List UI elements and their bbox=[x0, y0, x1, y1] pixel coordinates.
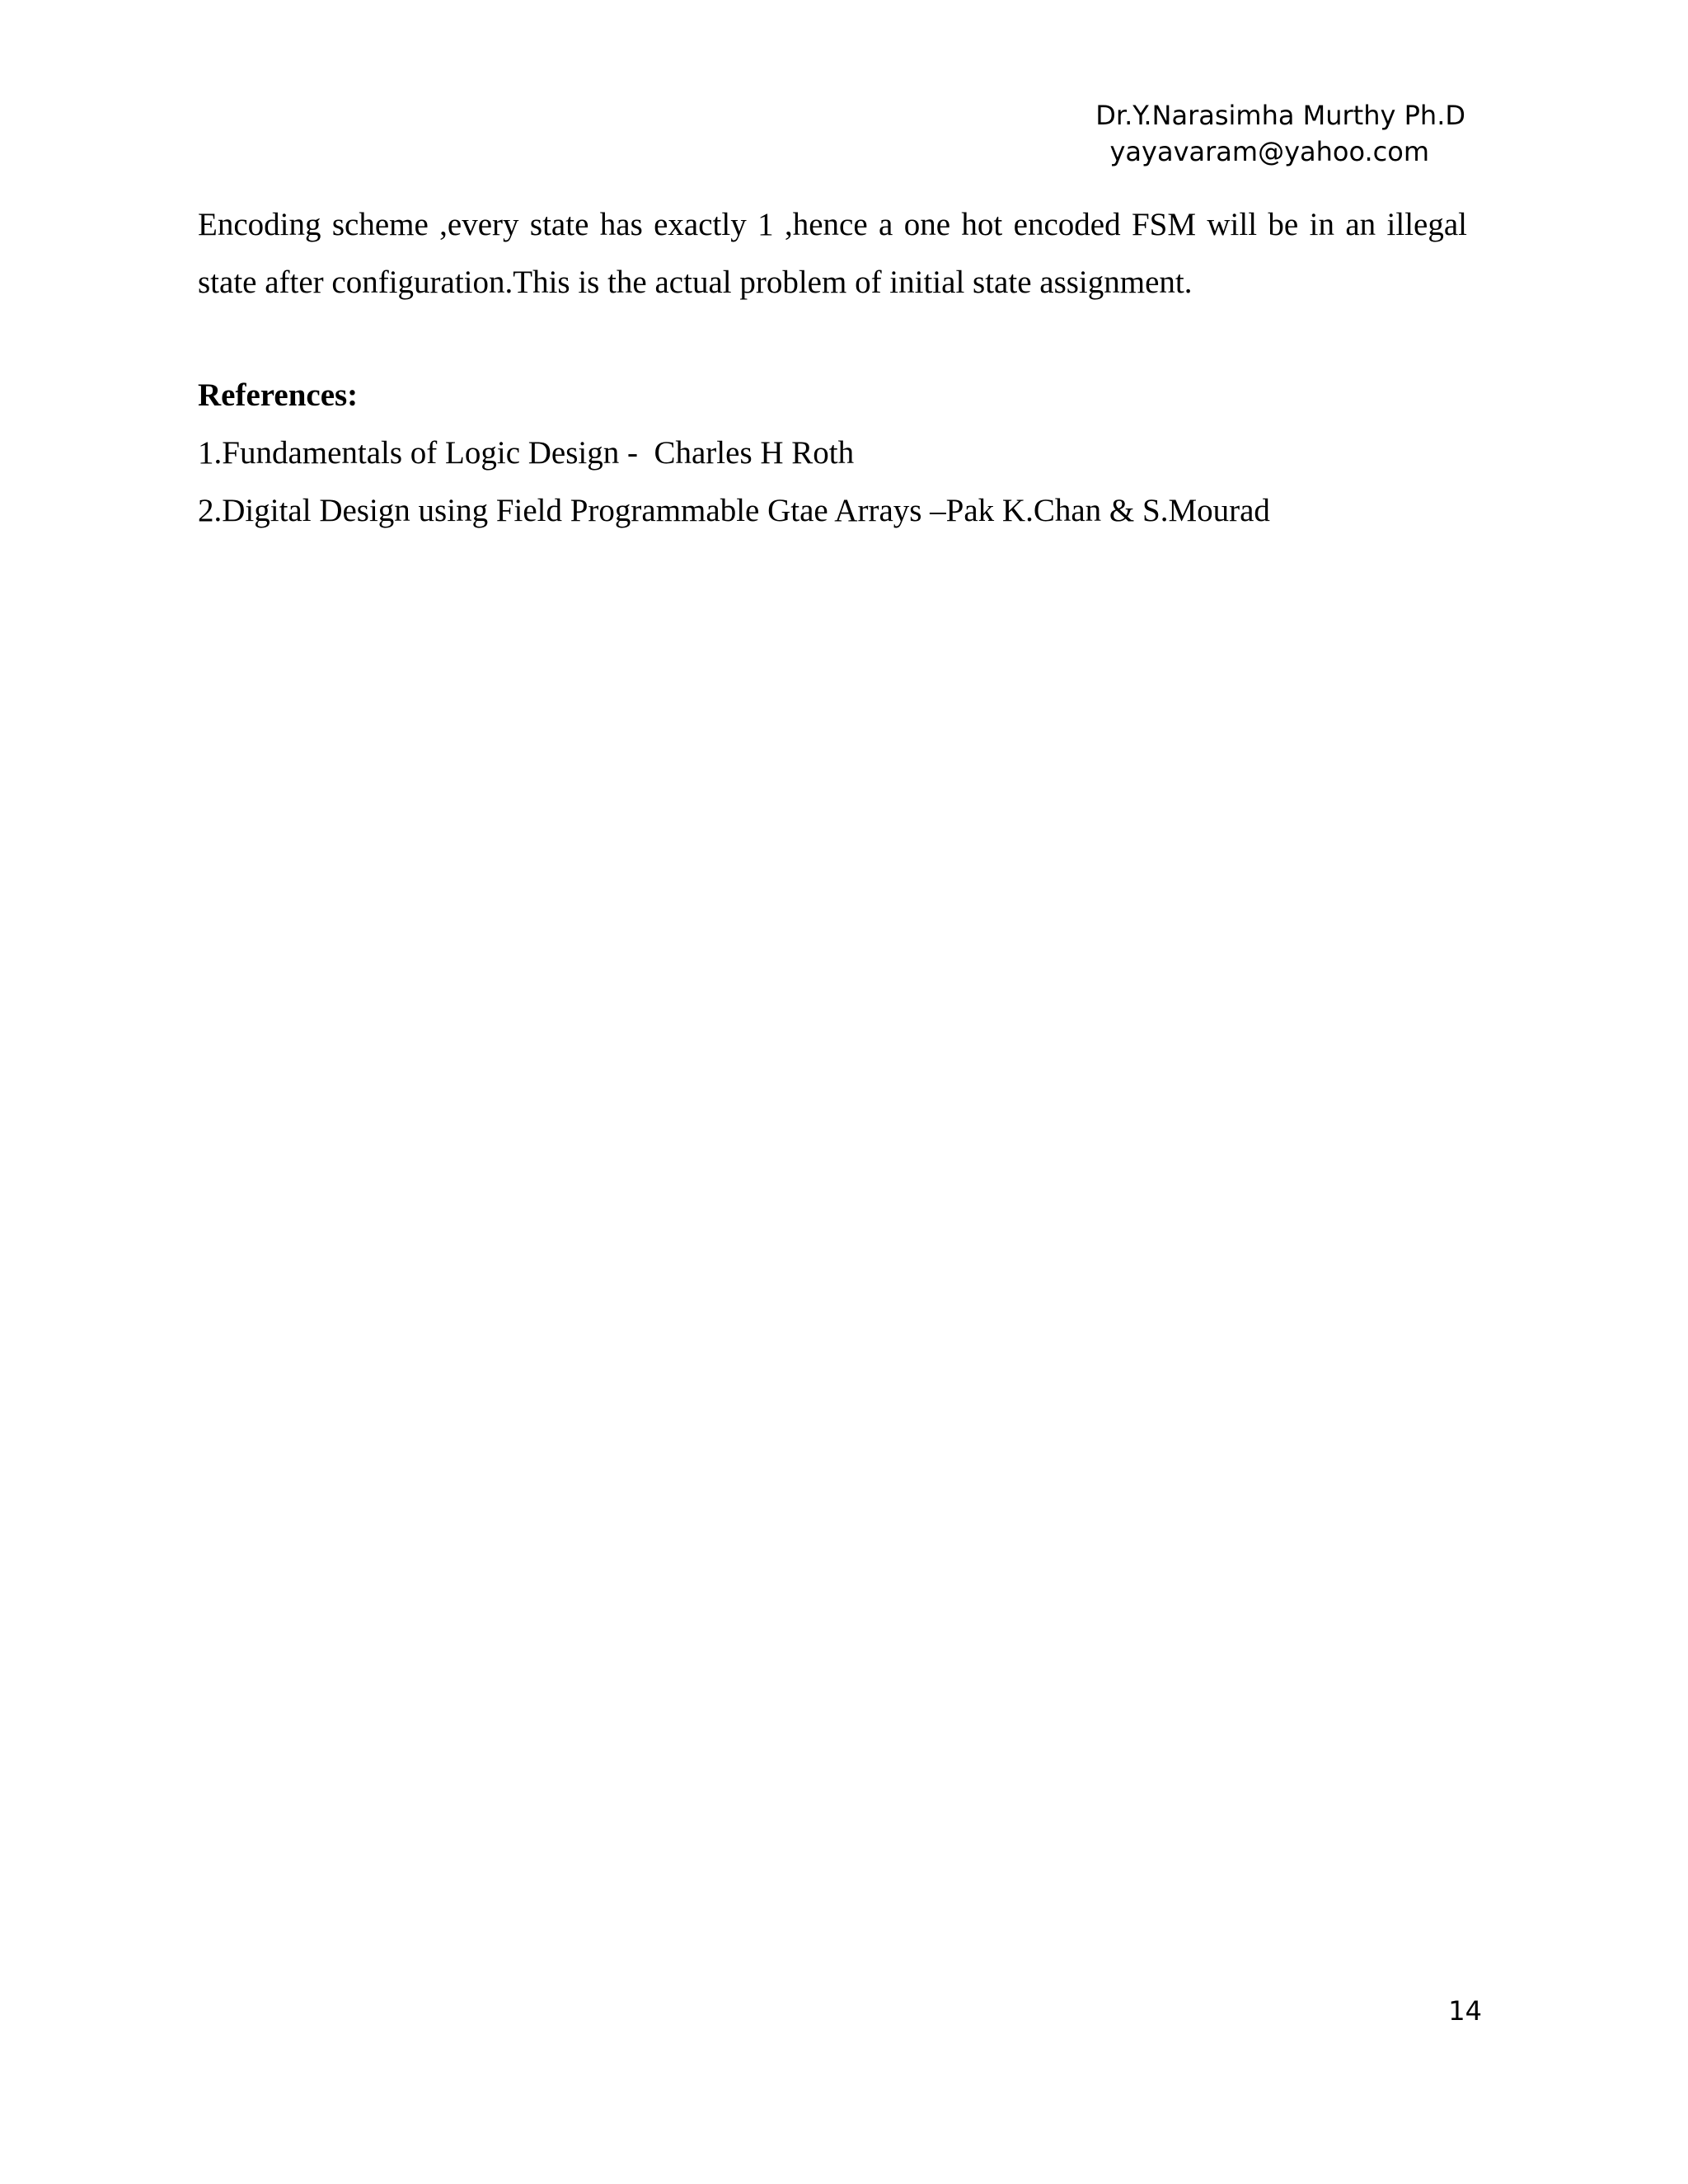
body-paragraph: Encoding scheme ,every state has exactly 1 ,hence a one hot encoded FSM will be in an illegal state after configuration.This is the actual problem of initial state assignment. bbox=[198, 207, 1467, 300]
page-header bbox=[971, 97, 1465, 170]
reference-item: 2.Digital Design using Field Programmable Gtae Arrays –Pak K.Chan & S.Mourad bbox=[198, 493, 1270, 528]
page-number: 14 bbox=[1448, 1995, 1482, 2027]
page-body bbox=[198, 196, 1467, 540]
header-author: Dr.Y.Narasimha Murthy Ph.D bbox=[1095, 100, 1465, 131]
header-email: yayavaram@yahoo.com bbox=[1109, 136, 1429, 167]
references-list bbox=[198, 424, 1467, 540]
reference-item: 1.Fundamentals of Logic Design - Charles H Roth bbox=[198, 435, 855, 471]
references-heading: References: bbox=[198, 377, 359, 413]
